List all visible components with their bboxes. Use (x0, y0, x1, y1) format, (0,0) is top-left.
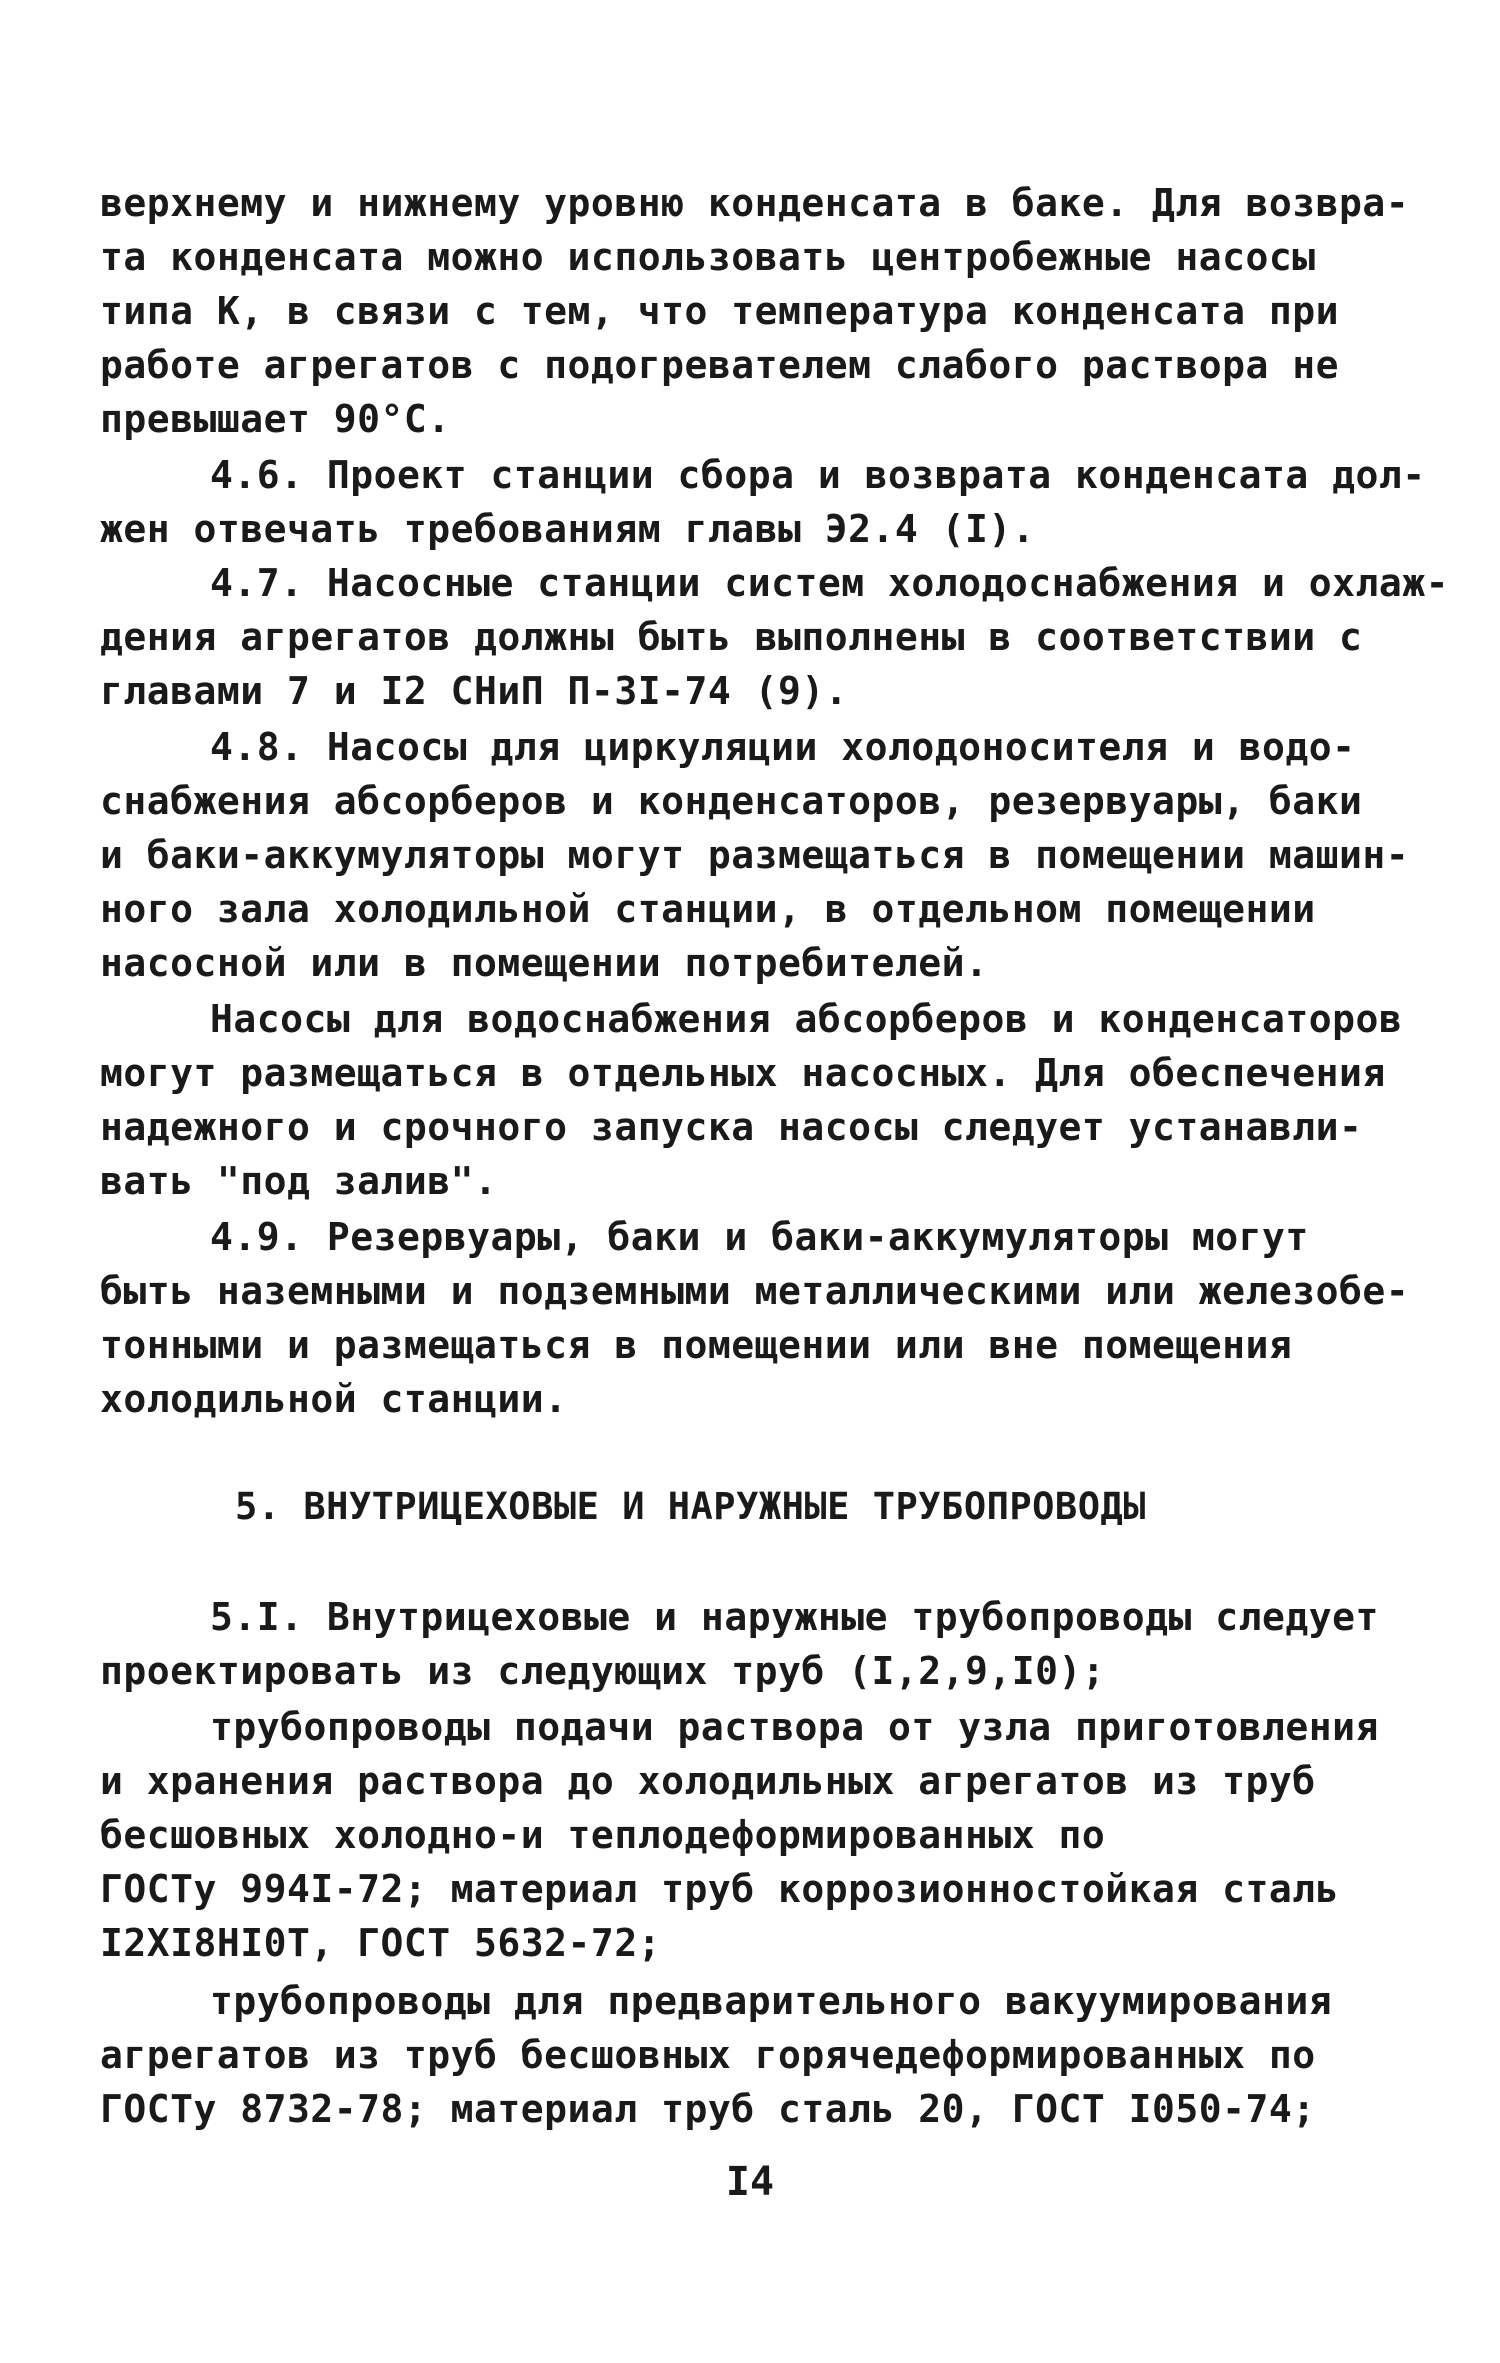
text-line: верхнему и нижнему уровню конденсата в баке. Для возвра- (100, 181, 1410, 225)
text-line: трубопроводы подачи раствора от узла приготовления (210, 1705, 1379, 1749)
section-heading: 5. ВНУТРИЦЕХОВЫЕ И НАРУЖНЫЕ ТРУБОПРОВОДЫ (235, 1485, 1147, 1528)
text-line: агрегатов из труб бесшовных горячедеформированных по (100, 2033, 1316, 2077)
page-number: I4 (725, 2159, 775, 2205)
section-4-8-line: 4.8. Насосы для циркуляции холодоносителя и водо- (210, 725, 1356, 769)
text-line: главами 7 и I2 СНиП П-3I-74 (9). (100, 669, 849, 713)
text-line: тонными и размещаться в помещении или вне помещения (100, 1323, 1293, 1367)
section-4-7-line: 4.7. Насосные станции систем холодоснабжения и охлаж- (210, 561, 1450, 605)
text-line: работе агрегатов с подогревателем слабого раствора не (100, 343, 1340, 387)
text-line: проектировать из следующих труб (I,2,9,I0); (100, 1649, 1106, 1693)
text-line: и баки-аккумуляторы могут размещаться в помещении машин- (100, 833, 1410, 877)
text-line: ГОСТу 994I-72; материал труб коррозионностойкая сталь (100, 1867, 1340, 1911)
section-5-1-line: 5.I. Внутрицеховые и наружные трубопроводы следует (210, 1595, 1379, 1639)
text-line: вать "под залив". (100, 1159, 498, 1203)
text-line: могут размещаться в отдельных насосных. Для обеспечения (100, 1051, 1386, 1095)
text-line: I2XI8HI0T, ГОСТ 5632-72; (100, 1921, 662, 1965)
text-line: ГОСТу 8732-78; материал труб сталь 20, ГОСТ I050-74; (100, 2087, 1316, 2131)
text-line: насосной или в помещении потребителей. (100, 941, 989, 985)
text-line: та конденсата можно использовать центробежные насосы (100, 235, 1316, 279)
paragraph-pumps-line: Насосы для водоснабжения абсорберов и конденсаторов (210, 997, 1403, 1041)
text-line: типа К, в связи с тем, что температура конденсата при (100, 289, 1340, 333)
text-line: жен отвечать требованиям главы Э2.4 (I). (100, 507, 1036, 551)
text-line: превышает 90°С. (100, 397, 451, 441)
text-line: холодильной станции. (100, 1377, 568, 1421)
text-line: снабжения абсорберов и конденсаторов, резервуары, баки (100, 779, 1363, 823)
text-line: дения агрегатов должны быть выполнены в соответствии с (100, 615, 1363, 659)
section-4-6-line: 4.6. Проект станции сбора и возврата конденсата дол- (210, 453, 1426, 497)
text-line: быть наземными и подземными металлическими или железобе- (100, 1269, 1410, 1313)
section-4-9-line: 4.9. Резервуары, баки и баки-аккумуляторы могут (210, 1215, 1309, 1259)
text-line: трубопроводы для предварительного вакуумирования (210, 1979, 1333, 2023)
text-line: бесшовных холодно-и теплодеформированных по (100, 1813, 1106, 1857)
text-line: и хранения раствора до холодильных агрегатов из труб (100, 1759, 1316, 1803)
text-line: надежного и срочного запуска насосы следует устанавли- (100, 1105, 1363, 1149)
text-line: ного зала холодильной станции, в отдельном помещении (100, 887, 1316, 931)
